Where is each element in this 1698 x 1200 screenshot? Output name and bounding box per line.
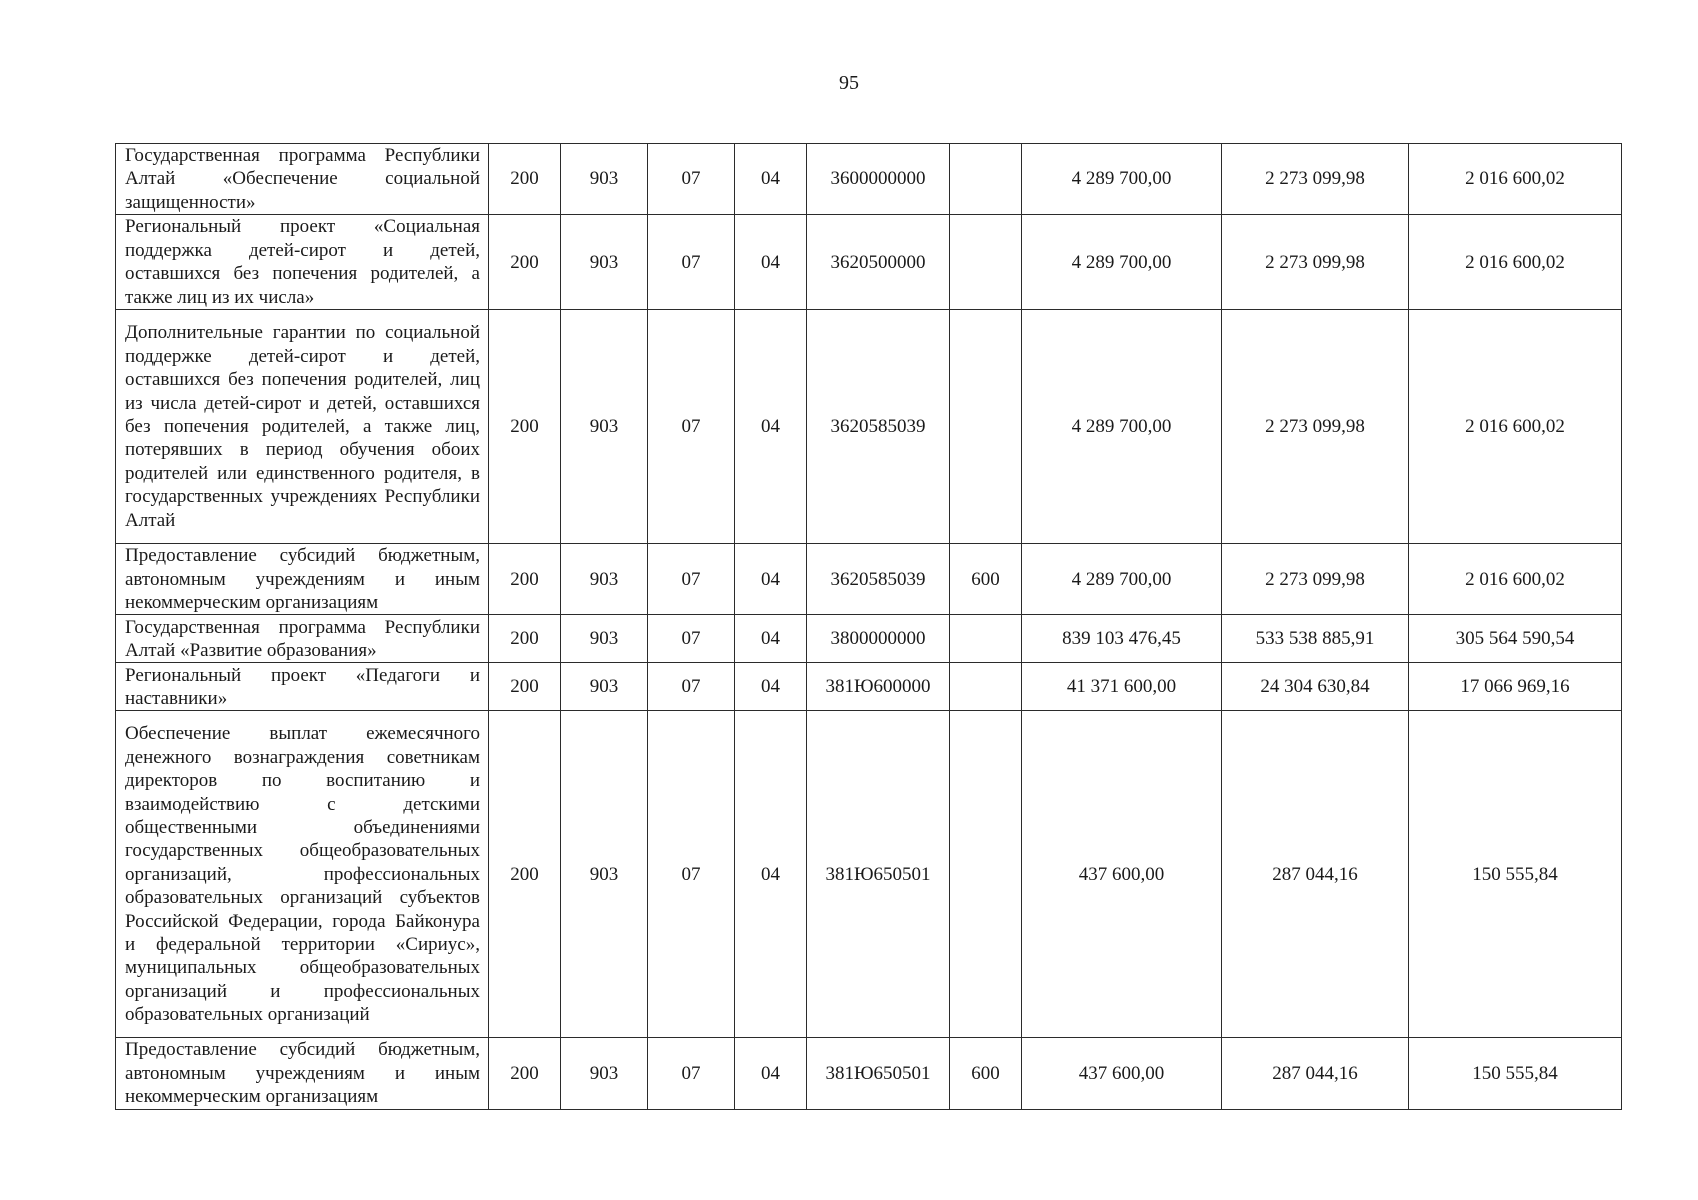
budget-table: [115, 143, 1622, 1110]
amount-1: 4 289 700,00: [1022, 215, 1222, 310]
code-subsection: 04: [735, 310, 807, 544]
amount-1: 4 289 700,00: [1022, 310, 1222, 544]
code-section: 07: [648, 663, 735, 711]
table-row: [116, 310, 1622, 544]
amount-3: 2 016 600,02: [1409, 544, 1622, 615]
code-expense-type: [950, 310, 1022, 544]
amount-3: 2 016 600,02: [1409, 144, 1622, 215]
amount-1: 41 371 600,00: [1022, 663, 1222, 711]
amount-3: 17 066 969,16: [1409, 663, 1622, 711]
page-number: 95: [839, 72, 859, 94]
amount-1: 839 103 476,45: [1022, 615, 1222, 663]
code-target: 381Ю600000: [807, 663, 950, 711]
code-gr: 200: [489, 544, 561, 615]
item-name: Региональный проект «Социальная поддержка детей-сирот и детей, оставшихся без попечения родителей, а также лиц из их числа»: [116, 215, 489, 310]
amount-2: 287 044,16: [1222, 1038, 1409, 1109]
code-gr: 200: [489, 215, 561, 310]
code-expense-type: [950, 663, 1022, 711]
code-section: 07: [648, 1038, 735, 1109]
code-target: 3600000000: [807, 144, 950, 215]
code-gr: 200: [489, 711, 561, 1038]
code-admin: 903: [561, 711, 648, 1038]
code-target: 381Ю650501: [807, 711, 950, 1038]
code-expense-type: [950, 615, 1022, 663]
code-expense-type: [950, 215, 1022, 310]
code-target: 3620500000: [807, 215, 950, 310]
code-target: 381Ю650501: [807, 1038, 950, 1109]
item-name: Обеспечение выплат ежемесячного денежного вознаграждения советникам директоров по воспитанию и взаимодействию с детскими общественными объединениями государственных общеобразовательных организаций, профессиональных образовательных организаций субъектов Российской Федерации, города Байконура и федеральной территории «Сириус», муниципальных общеобразовательных организаций и профессиональных образовательных организаций: [116, 711, 489, 1038]
item-name: Дополнительные гарантии по социальной поддержке детей-сирот и детей, оставшихся без попечения родителей, лиц из числа детей-сирот и детей, оставшихся без попечения родителей, а также лиц, потерявших в период обучения обоих родителей или единственного родителя, в государственных учреждениях Республики Алтай: [116, 310, 489, 544]
code-section: 07: [648, 310, 735, 544]
table-row: [116, 711, 1622, 1038]
amount-2: 287 044,16: [1222, 711, 1409, 1038]
code-gr: 200: [489, 663, 561, 711]
code-section: 07: [648, 144, 735, 215]
amount-2: 2 273 099,98: [1222, 544, 1409, 615]
code-expense-type: 600: [950, 544, 1022, 615]
table-row: [116, 1038, 1622, 1109]
code-admin: 903: [561, 144, 648, 215]
code-expense-type: 600: [950, 1038, 1022, 1109]
amount-1: 4 289 700,00: [1022, 144, 1222, 215]
code-section: 07: [648, 215, 735, 310]
code-admin: 903: [561, 663, 648, 711]
code-section: 07: [648, 544, 735, 615]
code-subsection: 04: [735, 1038, 807, 1109]
amount-3: 2 016 600,02: [1409, 215, 1622, 310]
code-target: 3620585039: [807, 544, 950, 615]
amount-2: 2 273 099,98: [1222, 144, 1409, 215]
amount-2: 2 273 099,98: [1222, 310, 1409, 544]
code-gr: 200: [489, 1038, 561, 1109]
code-subsection: 04: [735, 215, 807, 310]
code-gr: 200: [489, 310, 561, 544]
code-subsection: 04: [735, 615, 807, 663]
code-expense-type: [950, 144, 1022, 215]
code-subsection: 04: [735, 663, 807, 711]
code-gr: 200: [489, 615, 561, 663]
amount-3: 305 564 590,54: [1409, 615, 1622, 663]
amount-3: 2 016 600,02: [1409, 310, 1622, 544]
code-target: 3620585039: [807, 310, 950, 544]
amount-2: 2 273 099,98: [1222, 215, 1409, 310]
item-name: Предоставление субсидий бюджетным, автономным учреждениям и иным некоммерческим организациям: [116, 544, 489, 615]
item-name: Государственная программа Республики Алтай «Обеспечение социальной защищенности»: [116, 144, 489, 215]
table-row: [116, 144, 1622, 215]
table-row: [116, 663, 1622, 711]
item-name: Государственная программа Республики Алтай «Развитие образования»: [116, 615, 489, 663]
code-admin: 903: [561, 1038, 648, 1109]
code-admin: 903: [561, 215, 648, 310]
item-name: Региональный проект «Педагоги и наставники»: [116, 663, 489, 711]
table-row: [116, 615, 1622, 663]
amount-1: 4 289 700,00: [1022, 544, 1222, 615]
code-admin: 903: [561, 544, 648, 615]
code-admin: 903: [561, 310, 648, 544]
amount-2: 24 304 630,84: [1222, 663, 1409, 711]
code-subsection: 04: [735, 144, 807, 215]
table-row: [116, 215, 1622, 310]
code-section: 07: [648, 711, 735, 1038]
code-section: 07: [648, 615, 735, 663]
amount-2: 533 538 885,91: [1222, 615, 1409, 663]
amount-3: 150 555,84: [1409, 711, 1622, 1038]
code-subsection: 04: [735, 711, 807, 1038]
code-gr: 200: [489, 144, 561, 215]
code-subsection: 04: [735, 544, 807, 615]
item-name: Предоставление субсидий бюджетным, автономным учреждениям и иным некоммерческим организациям: [116, 1038, 489, 1109]
code-expense-type: [950, 711, 1022, 1038]
code-target: 3800000000: [807, 615, 950, 663]
amount-1: 437 600,00: [1022, 1038, 1222, 1109]
code-admin: 903: [561, 615, 648, 663]
amount-3: 150 555,84: [1409, 1038, 1622, 1109]
table-row: [116, 544, 1622, 615]
amount-1: 437 600,00: [1022, 711, 1222, 1038]
